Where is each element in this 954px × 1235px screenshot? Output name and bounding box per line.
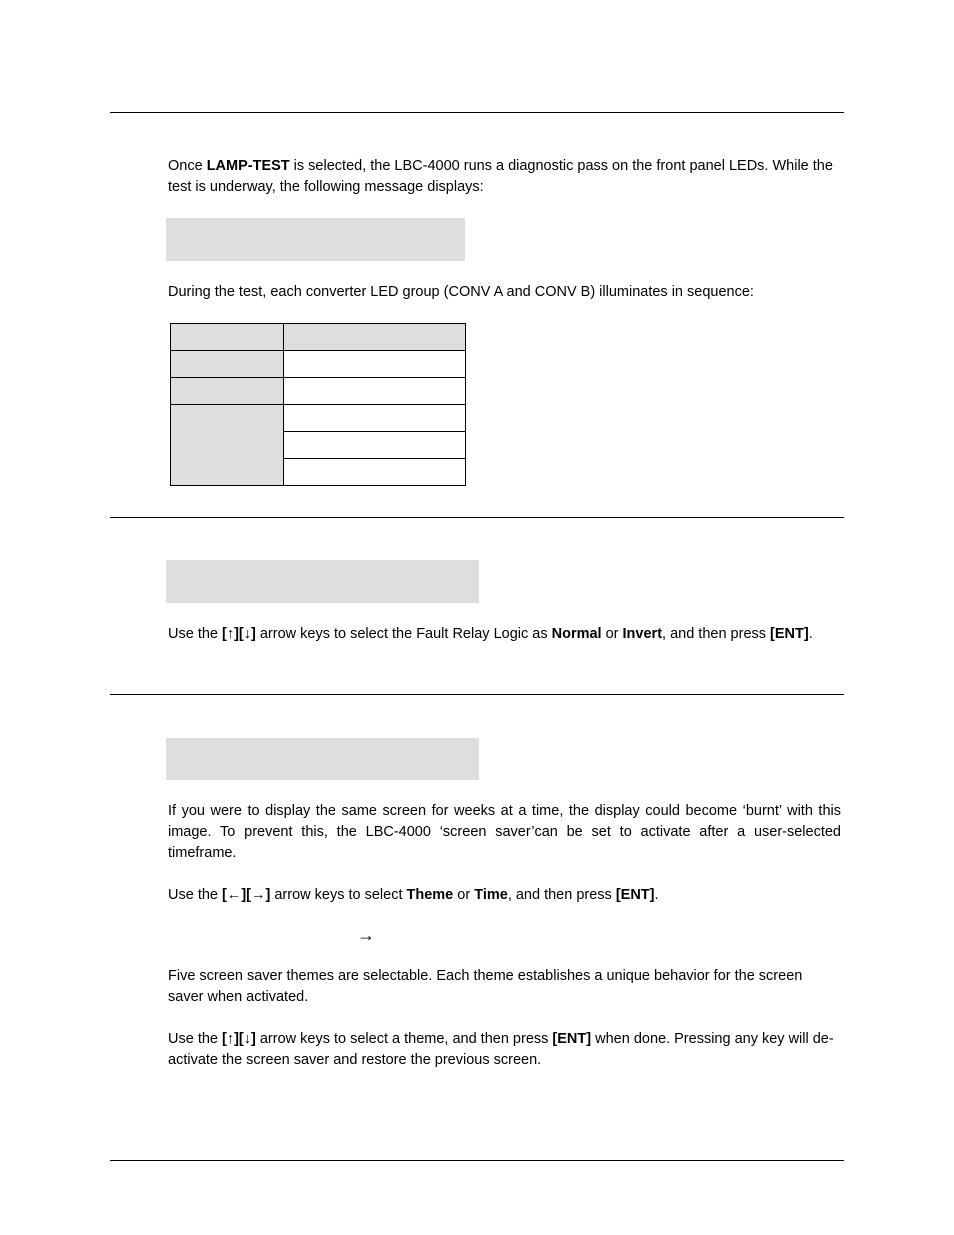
normal-option: Normal	[551, 626, 602, 642]
screen-saver-themes-text: Five screen saver themes are selectable. Each theme establishes a unique behavior for the screen saver when activated.	[168, 968, 803, 1005]
left-right-keys: [←][→]	[222, 887, 271, 903]
enter-key: [ENT]	[552, 1031, 592, 1047]
table-cell	[284, 324, 466, 351]
lamp-test-label: LAMP-TEST	[206, 158, 290, 174]
table-cell	[171, 351, 284, 378]
table-cell	[171, 405, 284, 486]
section-divider-screen-saver	[110, 694, 844, 695]
up-down-keys: [↑][↓]	[222, 1031, 256, 1047]
right-arrow-icon: →	[357, 925, 375, 945]
table-cell	[171, 378, 284, 405]
table-row	[171, 324, 466, 351]
table-cell	[284, 351, 466, 378]
lamp-test-sequence-text: During the test, each converter LED group (CONV A and CONV B) illuminates in sequence:	[168, 284, 754, 300]
up-down-keys: [↑][↓]	[222, 626, 256, 642]
table-row	[171, 378, 466, 405]
screen-saver-theme-instructions: Use the [↑][↓] arrow keys to select a theme, and then press [ENT] when done. Pressing any key will de-activate the screen saver and restore the previous screen.	[168, 1031, 834, 1068]
time-option: Time	[474, 887, 508, 903]
screen-saver-select-instructions: Use the [←][→] arrow keys to select Theme or Time, and then press [ENT].	[168, 887, 659, 903]
table-cell	[171, 324, 284, 351]
table-row	[171, 405, 466, 432]
top-rule	[110, 112, 844, 113]
enter-key: [ENT]	[770, 626, 809, 642]
table-row	[171, 351, 466, 378]
bottom-rule	[110, 1160, 844, 1161]
fault-relay-instructions: Use the [↑][↓] arrow keys to select the Fault Relay Logic as Normal or Invert, and then press [ENT].	[168, 626, 813, 642]
lamp-test-intro: Once LAMP-TEST is selected, the LBC-4000 runs a diagnostic pass on the front panel LEDs. While the test is underway, the following message displays:	[168, 158, 833, 195]
section-divider-fault-relay	[110, 517, 844, 518]
screen-saver-description: If you were to display the same screen for weeks at a time, the display could become ‘burnt’ with this image. To prevent this, the LBC-4000 ‘screen saver’can be set to activate after a user-selected timeframe.	[168, 803, 841, 861]
theme-option: Theme	[406, 887, 454, 903]
fault-relay-lcd-display	[166, 560, 479, 603]
lamp-test-lcd-display	[166, 218, 465, 261]
table-cell	[284, 432, 466, 459]
screen-saver-lcd-display	[166, 738, 479, 780]
led-sequence-table	[170, 323, 466, 486]
enter-key: [ENT]	[615, 887, 655, 903]
table-cell	[284, 405, 466, 432]
invert-option: Invert	[622, 626, 663, 642]
table-cell	[284, 378, 466, 405]
table-cell	[284, 459, 466, 486]
